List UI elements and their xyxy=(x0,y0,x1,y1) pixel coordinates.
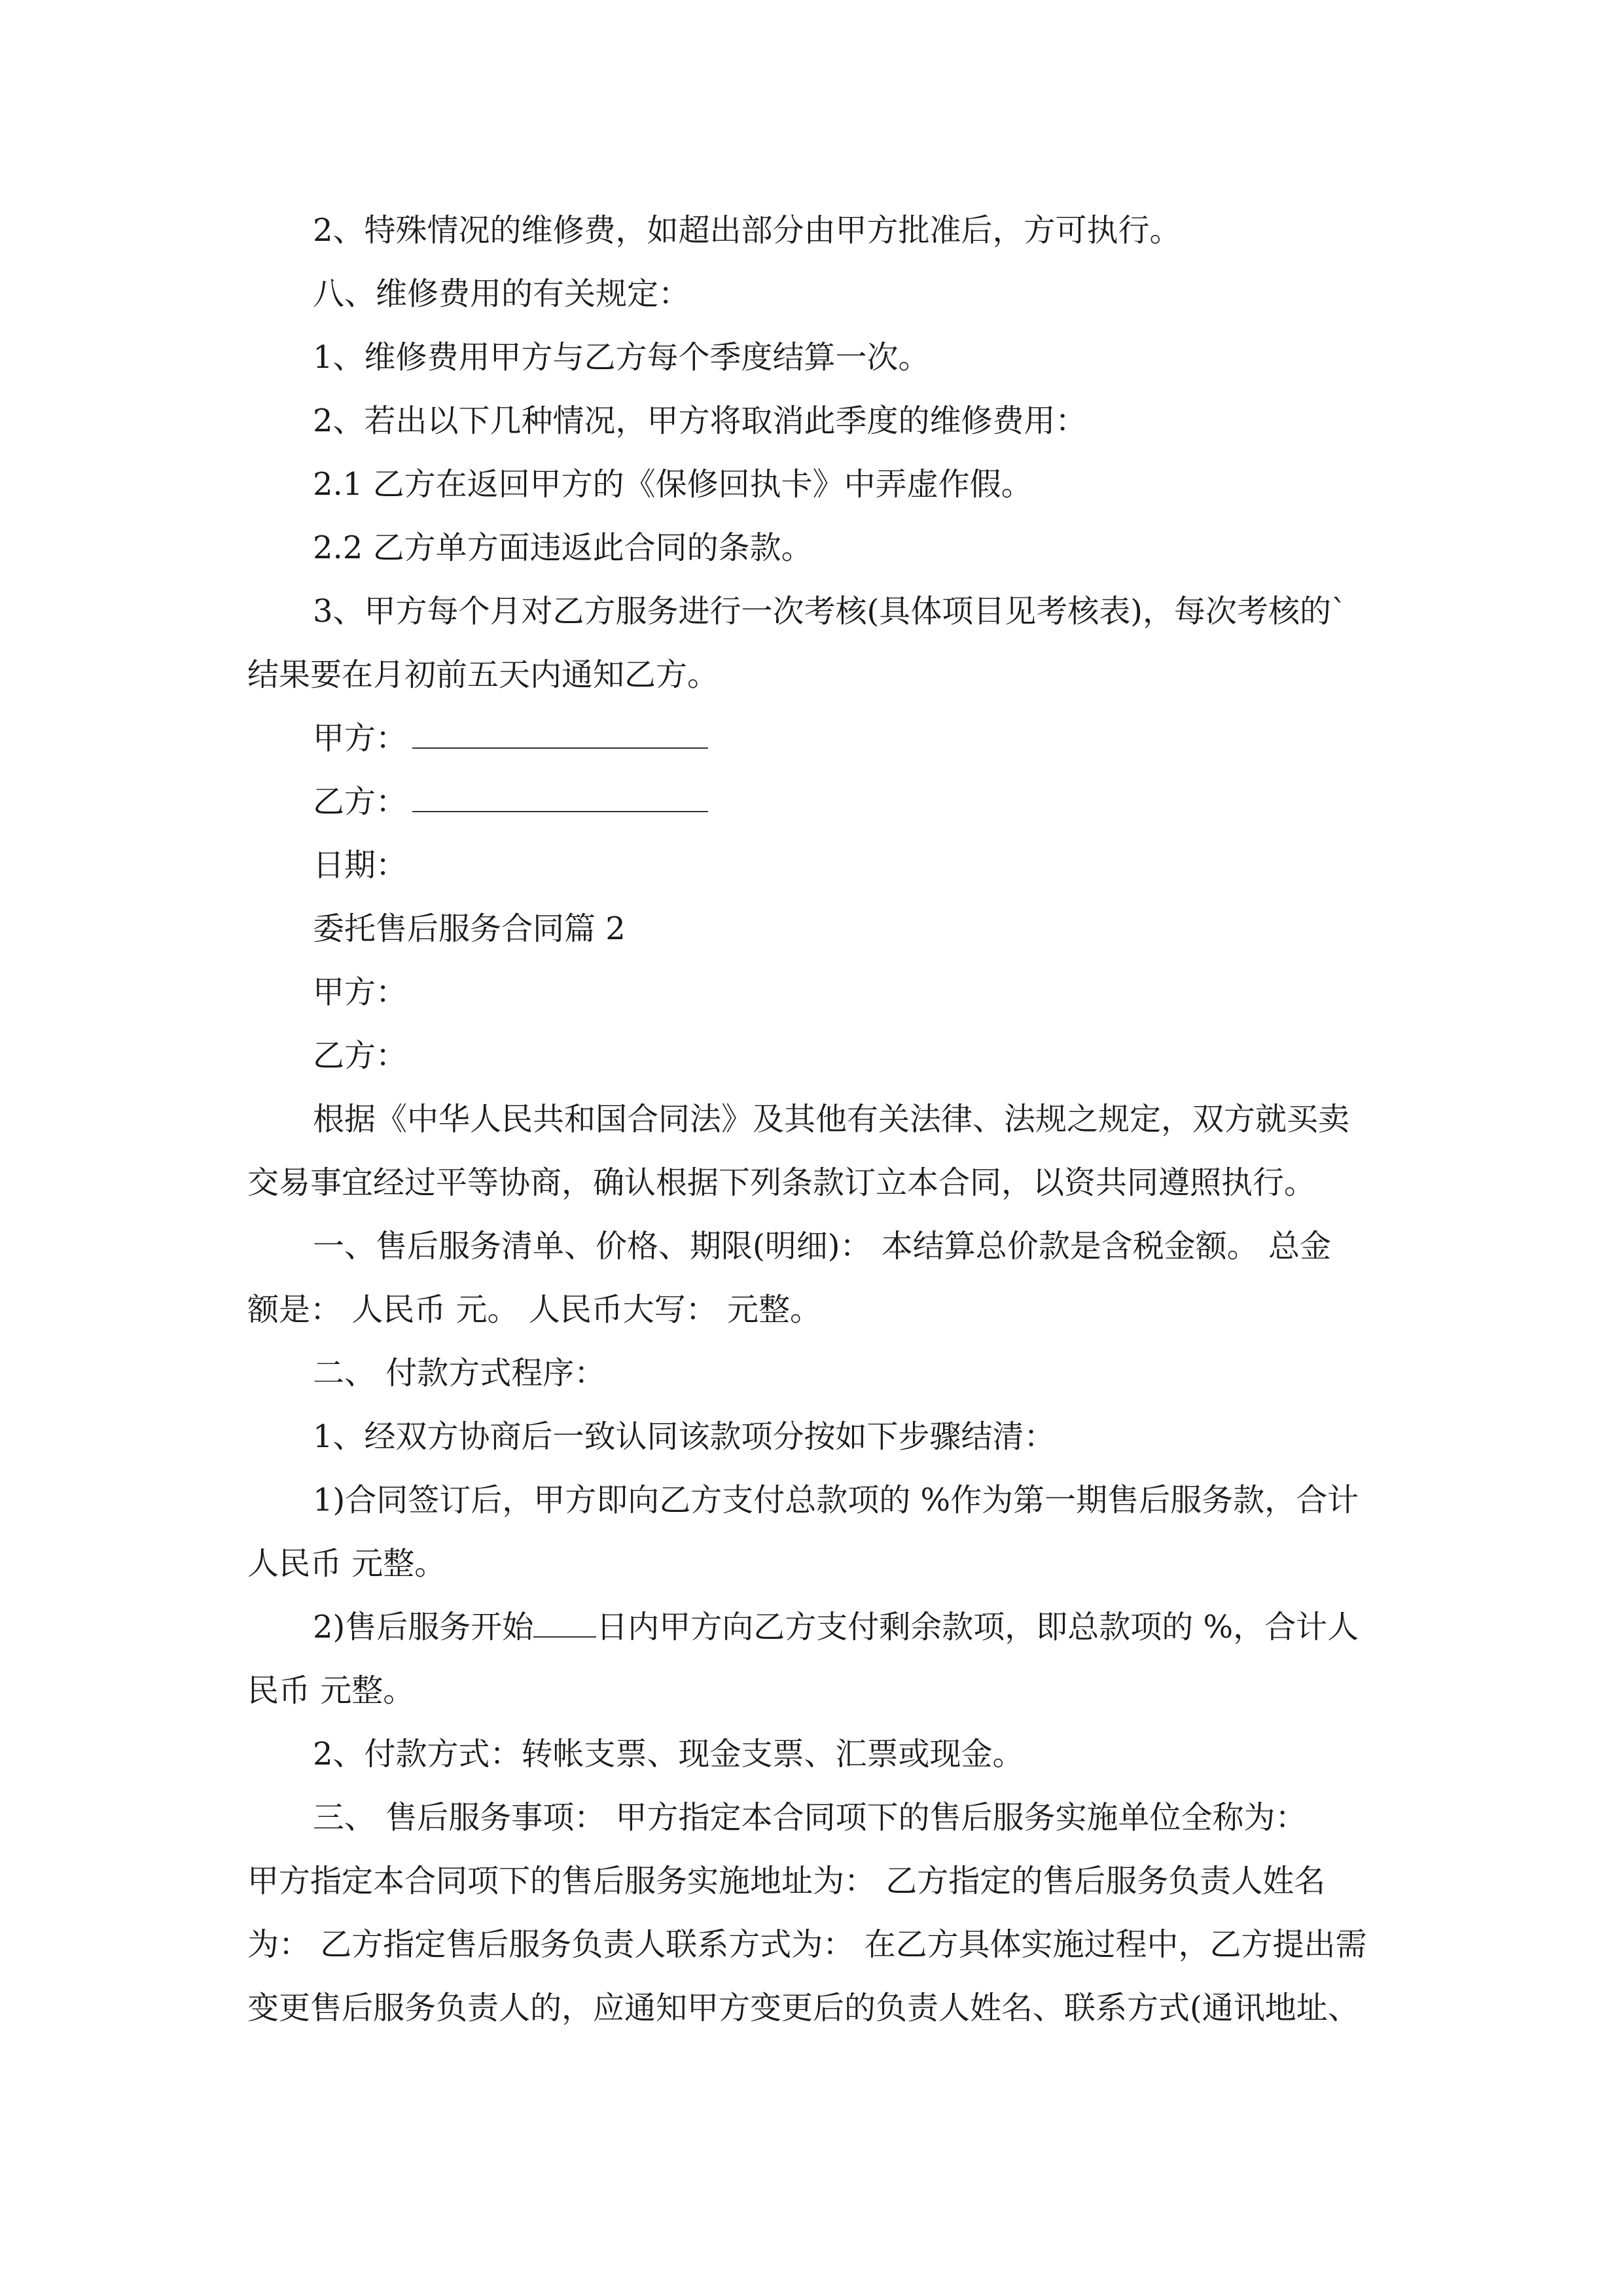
paragraph-line: 结果要在月初前五天内通知乙方。 xyxy=(247,656,719,693)
paragraph-line: 额是： 人民币 元。 人民币大写： 元整。 xyxy=(247,1291,822,1328)
paragraph-line: 1、经双方协商后一致认同该款项分按如下步骤结清： xyxy=(313,1418,1056,1455)
paragraph-line: 2、付款方式：转帐支票、现金支票、汇票或现金。 xyxy=(313,1736,1024,1772)
paragraph-line: 1)合同签订后，甲方即向乙方支付总款项的 %作为第一期售后服务款，合计 xyxy=(313,1482,1359,1518)
party-b-label: 乙方： xyxy=(313,783,408,820)
paragraph-line: 2.2 乙方单方面违返此合同的条款。 xyxy=(313,529,813,566)
contract-title: 委托售后服务合同篇 2 xyxy=(313,910,626,947)
party-b-signature-line xyxy=(313,782,708,821)
paragraph-line: 民币 元整。 xyxy=(247,1672,415,1709)
party-a-label: 甲方： xyxy=(313,974,408,1011)
paragraph-line: 根据《中华人民共和国合同法》及其他有关法律、法规之规定，双方就买卖 xyxy=(313,1101,1350,1138)
paragraph-line: 1、维修费用甲方与乙方每个季度结算一次。 xyxy=(313,339,930,376)
payment-term-start: 2)售后服务开始 xyxy=(313,1609,534,1645)
days-blank xyxy=(533,1610,596,1638)
paragraph-line: 人民币 元整。 xyxy=(247,1545,446,1582)
section-heading: 三、 售后服务事项： 甲方指定本合同项下的售后服务实施单位全称为： xyxy=(313,1799,1307,1836)
party-b-label: 乙方： xyxy=(313,1037,408,1074)
date-label: 日期： xyxy=(313,847,408,884)
party-a-signature-blank xyxy=(412,721,708,749)
paragraph-line: 交易事宜经过平等协商，确认根据下列条款订立本合同，以资共同遵照执行。 xyxy=(247,1164,1316,1201)
payment-term-rest: 日内甲方向乙方支付剩余款项，即总款项的 %，合计人 xyxy=(596,1609,1359,1645)
party-a-label: 甲方： xyxy=(313,720,408,757)
paragraph-line: 3、甲方每个月对乙方服务进行一次考核(具体项目见考核表)，每次考核的` xyxy=(313,593,1347,630)
paragraph-line: 2、若出以下几种情况，甲方将取消此季度的维修费用： xyxy=(313,403,1087,439)
paragraph-line: 一、售后服务清单、价格、期限(明细)： 本结算总价款是含税金额。 总金 xyxy=(313,1228,1331,1265)
paragraph-line: 2、特殊情况的维修费，如超出部分由甲方批准后，方可执行。 xyxy=(313,212,1181,249)
party-b-signature-blank xyxy=(412,785,708,812)
section-heading: 八、维修费用的有关规定： xyxy=(313,276,690,312)
party-a-signature-line xyxy=(313,719,708,758)
paragraph-line: 甲方指定本合同项下的售后服务实施地址为： 乙方指定的售后服务负责人姓名 xyxy=(247,1863,1326,1899)
section-heading: 二、 付款方式程序： xyxy=(313,1355,606,1391)
paragraph-line: 变更售后服务负责人的，应通知甲方变更后的负责人姓名、联系方式(通讯地址、 xyxy=(247,1990,1359,2026)
paragraph-line: 为： 乙方指定售后服务负责人联系方式为： 在乙方具体实施过程中，乙方提出需 xyxy=(247,1926,1367,1963)
paragraph-line: 2.1 乙方在返回甲方的《保修回执卡》中弄虚作假。 xyxy=(313,466,1033,503)
paragraph-line xyxy=(313,1607,1359,1647)
